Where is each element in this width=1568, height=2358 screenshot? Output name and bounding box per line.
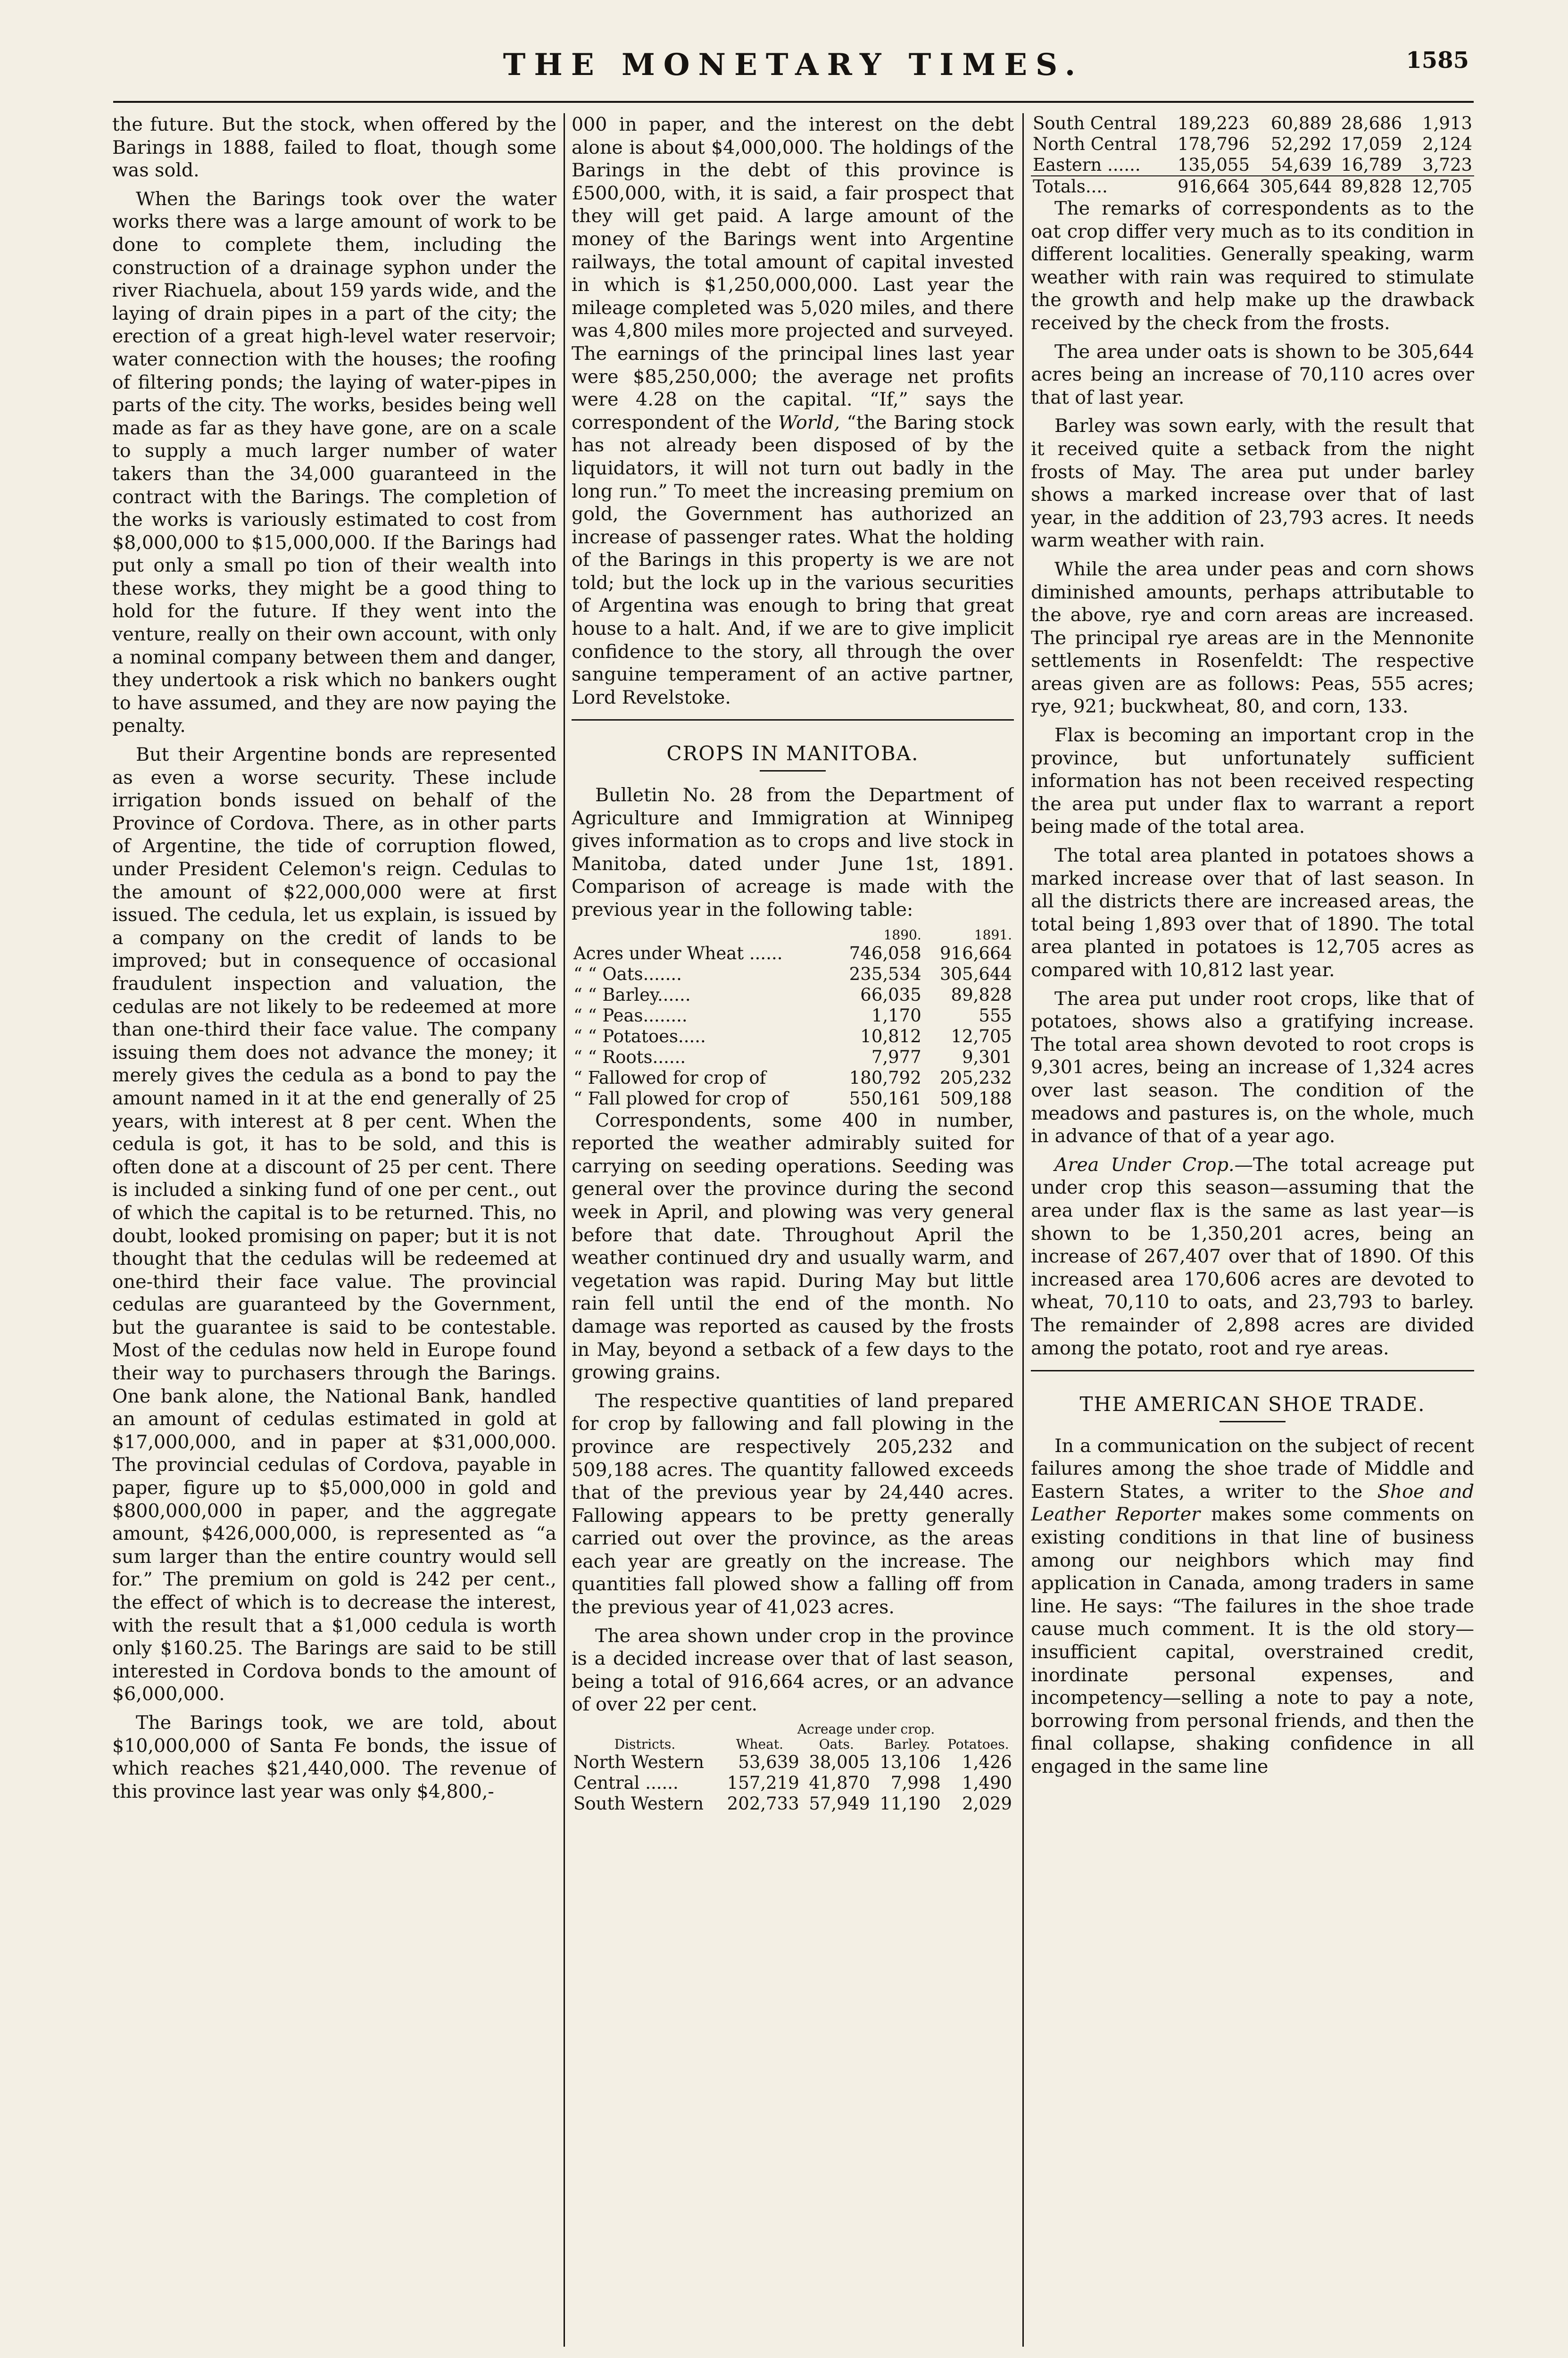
table-row: Acres under Wheat ...... 746,058 916,664 [573,943,1012,963]
column-header: Oats. [819,1736,854,1752]
table-row: “ “ Peas........ 1,170 555 [573,1005,1012,1026]
paragraph: When the Barings took over the water works there was a large amount of work to be done to complete them, including the construction of a drainage syphon under the river Riachuela, about 159 yards wide, and the laying of drain pipes in a part of the city; the erection of a great high-level water reservoir; water connection with the houses; the roofing of filtering ponds; the laying of water-pipes in parts of the city. The works, besides being well made as far as they have gone, are on a scale to supply a much larger number of water takers than the 34,000 guaranteed in the contract with the Barings. The completion of the works is variously estimated to cost from $8,000,000 to $15,000,000. If the Barings had put only a small po tion of their wealth into these works, they might be a good thing to hold for the future. If they went into the venture, really on their own account, with only a nominal company between them and danger, they undertook a risk which no bankers ought to have assumed, and they are now paying the penalty. [112,188,556,737]
subheading-area-under-crop: Area Under Crop. [1054,1154,1235,1176]
table-row: “ Fallowed for crop of 180,792 205,232 [573,1067,1012,1088]
paragraph: The area shown under crop in the province is a decided increase over that of last season, being a total of 916,664 acres, or an advance of over 22 per cent. [572,1625,1014,1716]
year-header: 1890. [883,927,921,943]
text-run: 000 in paper, and the interest on the debt alone is about $4,000,000. The holdings of the Barings in the debt of this province is £500,000, with, it is said, a fair prospect that they will get paid. A large amount of the money of the Barings went into Argentine railways, the total amount of capital invested in which is $1,250,000,000. Last year the mileage completed was 5,020 miles, and there was 4,800 miles more projected and surveyed. The earnings of the principal lines last year were $85,250,000; the average net profits were 4.28 on the capital. “If,” says the correspondent of the [572,114,1014,433]
page-number: 1585 [1406,47,1469,74]
heading-rule [1220,1421,1286,1422]
table-row: Eastern ...... 135,055 54,639 16,789 3,723 [1033,155,1472,175]
paragraph: The remarks of correspondents as to the oat crop differ very much as to its condition in different localities. Generally speaking, warm weather with rain was required to stimulate the growth and help make up the drawback received by the check from the frosts. [1031,198,1474,334]
table-row: “ “ Barley...... 66,035 89,828 [573,984,1012,1005]
table-header-row [572,927,1014,943]
district-acreage-table [572,1722,1014,1814]
table-header-row [572,1737,1014,1752]
table-row: “ “ Roots...... 7,977 9,301 [573,1046,1012,1067]
column-header: Potatoes. [947,1736,1009,1752]
table-row: “ Fall plowed for crop of 550,161 509,188 [573,1088,1012,1109]
table-row: Central ...... 157,219 41,870 7,998 1,490 [573,1773,1012,1793]
text-run: —The total acreage put under crop this season—assuming that the area under flax is the same as last year—is shown to be 1,350,201 acres, being an increase of 267,407 over that of 1890. Of this increased area 170,606 acres are devoted to wheat, 70,110 to oats, and 23,793 to barley. The remainder of 2,898 acres are divided among the potato, root and rye areas. [1031,1154,1474,1359]
paragraph: The area put under root crops, like that of potatoes, shows also a gratifying increase. The total area shown devoted to root crops is 9,301 acres, being an increase of 1,324 acres over last season. The condition of the meadows and pastures is, on the whole, much in advance of that of a year ago. [1031,988,1474,1147]
publication-name: Shoe and Leather Reporter [1031,1480,1474,1526]
table-caption: Acreage under crop. [797,1721,935,1737]
column-rule-right [1022,113,1024,2347]
text-run: “the Baring stock has not already been disposed of by the liquidators, it will not turn out badly in the long run.” To meet the increasing premium on gold, the Government has authorized an increase of passenger rates. What the holding of the Barings in this property is we are not told; but the lock up in the various securities of Argentina was enough to bring that great house to a halt. And, if we are to give implicit confidence to the story, all through the over sanguine temperament of an active partner, Lord Revelstoke. [572,411,1014,708]
paragraph: But their Argentine bonds are represented as even a worse security. These include irrigation bonds issued on behalf of the Province of Cordova. There, as in other parts of Argentine, the tide of corruption flowed, under President Celemon's reign. Cedulas to the amount of $22,000,000 were at first issued. The cedula, let us explain, is issued by a company on the credit of lands to be improved; but in consequence of occasional fraudulent inspection and valuation, the cedulas are not likely to be redeemed at more than one-third their face value. The company issuing them does not advance the money; it merely gives the cedula as a bond to pay the amount named in it at the end generally of 25 years, with interest at 8 per cent. When the cedula is got, it has to be sold, and this is often done at a discount of 25 per cent. There is included a sinking fund of one per cent., out of which the capital is to be returned. This, no doubt, looked promising on paper; but it is not thought that the cedulas will be redeemed at one-third their face value. The provincial cedulas are guaranteed by the Government, but the guarantee is said to be contestable. Most of the cedulas now held in Europe found their way to purchasers through the Barings. One bank alone, the National Bank, handled an amount of cedulas estimated in gold at $17,000,000, and in paper at $31,000,000. The provincial cedulas of Cordova, payable in paper, figure up to $5,000,000 in gold and $800,000,000 in paper, and the aggregate amount, $426,000,000, is represented as “a sum larger than the entire country would sell for.” The premium on gold is 242 per cent., the effect of which is to decrease the interest, with the result that a $1,000 cedula is worth only $160.25. The Barings are said to be still interested in Cordova bonds to the amount of $6,000,000. [112,744,556,1705]
paragraph: The area under oats is shown to be 305,644 acres being an increase of 70,110 acres over that of last year. [1031,340,1474,408]
publication-title: THE MONETARY TIMES. [503,47,1084,83]
column-header: Districts. [614,1736,676,1752]
paragraph: The Barings took, we are told, about $10,000,000 of Santa Fe bonds, the issue of which reaches $21,440,000. The revenue of this province last year was only $4,800,- [112,1711,556,1802]
paragraph: The total area planted in potatoes shows a marked increase over that of last season. In all the districts there are increased areas, the total being 1,893 over that of 1890. The total area planted in potatoes is 12,705 acres as compared with 10,812 last year. [1031,845,1474,981]
paragraph [1031,1154,1474,1360]
paragraph: Barley was sown early, with the result that it received quite a setback from the night frosts of May. The area put under barley shows a marked increase over that of last year, in the addition of 23,793 acres. It needs warm weather with rain. [1031,415,1474,552]
table-row: South Western 202,733 57,949 11,190 2,029 [573,1793,1012,1814]
table-row: “ “ Oats....... 235,534 305,644 [573,963,1012,984]
paragraph [1031,1435,1474,1778]
acreage-comparison-table [572,927,1014,1109]
column-3 [1031,113,1474,2347]
column-2 [572,113,1014,2347]
table-row: North Central 178,796 52,292 17,059 2,124 [1033,134,1472,154]
district-acreage-table-continued [1031,113,1474,197]
section-rule [572,719,1014,721]
article-heading-shoe-trade: THE AMERICAN SHOE TRADE. [1079,1393,1426,1416]
table-row: South Central 189,223 60,889 28,686 1,913 [1033,113,1472,133]
table-row: North Western 53,639 38,005 13,106 1,426 [573,1752,1012,1773]
paragraph: While the area under peas and corn shows diminished amounts, perhaps attributable to the above, rye and corn areas are increased. The principal rye areas are in the Mennonite settlements in Rosenfeldt: The respective areas given are as follows: Peas, 555 acres; rye, 921; buckwheat, 80, and corn, 133. [1031,558,1474,718]
table-caption-row [572,1722,1014,1737]
text-run: In a communication on the subject of recent failures among the shoe trade of Middle and Eastern States, a writer to the [1031,1435,1474,1503]
table-row: “ “ Potatoes..... 10,812 12,705 [573,1026,1012,1046]
newspaper-name: World, [778,411,840,433]
masthead [113,47,1474,113]
text-run: makes some comments on existing conditions in that line of business among our neighbors which may find application in Canada, among traders in same line. He says: “The failures in the shoe trade cause much comment. It is the old story—insufficient capital, overstrained credit, inordinate personal expenses, and incompetency—selling a note to pay a note, borrowing from personal friends, and then the final collapse, shaking confidence in all engaged in the same line [1031,1503,1474,1777]
column-rule-left [564,113,565,2347]
column-header: Wheat. [736,1736,784,1752]
column-1 [112,113,556,2347]
header-rule [113,101,1474,103]
paragraph: Correspondents, some 400 in number, reported the weather admirably suited for carrying on seeding operations. Seeding was general over the province during the second week in April, and plowing was very general before that date. Throughout April the weather continued dry and usually warm, and vegetation was rapid. During May but little rain fell until the end of the month. No damage was reported as caused by the frosts in May, beyond a setback of a few days to the growing grains. [572,1109,1014,1384]
heading-rule [760,770,826,772]
totals-row: Totals.... 916,664 305,644 89,828 12,705 [1031,176,1474,197]
section-rule [1031,1370,1474,1371]
article-heading-crops: CROPS IN MANITOBA. [666,742,919,765]
year-header: 1891. [974,927,1012,943]
column-header: Barley. [884,1736,930,1752]
paragraph [572,113,1014,709]
paragraph: The respective quantities of land prepared for crop by fallowing and fall plowing in the province are respectively 205,232 and 509,188 acres. The quantity fallowed exceeds that of the previous year by 24,440 acres. Fallowing appears to be pretty generally carried out over the province, as the areas each year are greatly on the increase. The quantities fall plowed show a falling off from the previous year of 41,023 acres. [572,1390,1014,1619]
paragraph: Bulletin No. 28 from the Department of Agriculture and Immigration at Winnipeg gives information as to crops and live stock in Manitoba, dated under June 1st, 1891. Comparison of acreage is made with the previous year in the following table: [572,784,1014,921]
paragraph: Flax is becoming an important crop in the province, but unfortunately sufficient information has not been received respecting the area put under flax to warrant a report being made of the total area. [1031,724,1474,838]
paragraph: the future. But the stock, when offered by the Barings in 1888, failed to float, though some was sold. [112,114,556,182]
